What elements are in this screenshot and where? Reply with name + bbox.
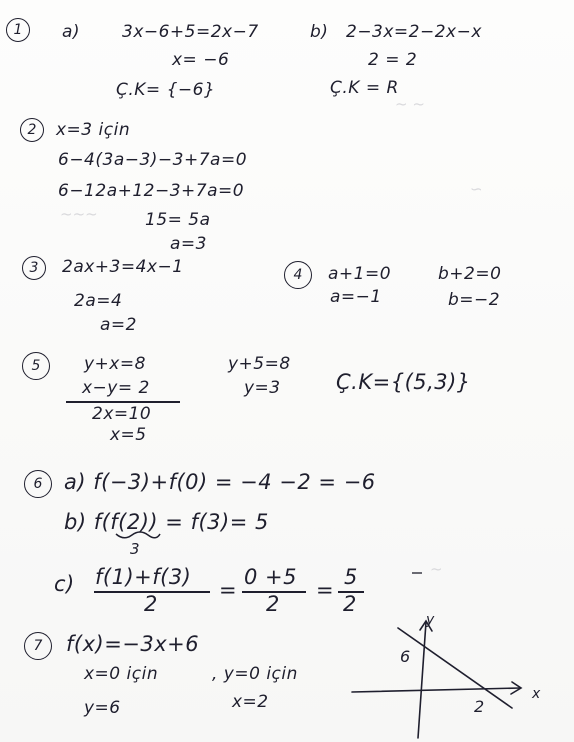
- p1-b-line2: 2 = 2: [368, 50, 418, 70]
- p6-b-sub: 3: [130, 540, 141, 558]
- problem-1-number: 1: [6, 18, 30, 42]
- p5-l4: x=5: [110, 425, 147, 445]
- problem-3-number: 3: [22, 256, 46, 280]
- p6-c-numerator-2: 0 +5: [244, 565, 297, 589]
- p3-line1: 2ax+3=4x−1: [62, 257, 184, 277]
- p4-b1: b+2=0: [438, 264, 502, 284]
- problem-6-number: 6: [24, 470, 52, 498]
- p4-a2: a=−1: [330, 287, 382, 307]
- p5-l1: y+x=8: [84, 354, 146, 374]
- p7-line2b: , y=0 için: [212, 664, 298, 684]
- p3-line2: 2a=4: [74, 291, 123, 311]
- p7-line1: f(x)=−3x+6: [66, 632, 200, 656]
- p5-r1: y+5=8: [228, 354, 291, 374]
- problem-7-number: 7: [24, 632, 52, 660]
- p7-line3b: x=2: [232, 692, 269, 712]
- p6-c-equals-1: =: [219, 578, 238, 602]
- p6-c-denominator-2: 2: [266, 592, 280, 616]
- p4-b2: b=−2: [448, 290, 501, 310]
- bleed-through-mark: ~ ~: [395, 95, 425, 113]
- y-intercept-label: 6: [400, 647, 411, 666]
- p1-a-line3: Ç.K= {−6}: [116, 80, 216, 100]
- p6-c-denominator-3: 2: [343, 592, 357, 616]
- p6-c-numerator: f(1)+f(3): [95, 565, 192, 589]
- bleed-through-mark: ∽: [470, 180, 483, 198]
- p5-l3: 2x=10: [92, 404, 152, 424]
- p5-l2: x−y= 2: [82, 378, 150, 398]
- p6-c-denominator: 2: [144, 592, 158, 616]
- p1-a-line2: x= −6: [172, 50, 230, 70]
- p2-line5: a=3: [170, 234, 207, 254]
- p5-result: Ç.K={(5,3)}: [336, 370, 471, 394]
- p3-line3: a=2: [100, 315, 137, 335]
- p2-line4: 15= 5a: [145, 210, 211, 230]
- p2-line1: x=3 için: [56, 120, 131, 140]
- underbrace-mark: [116, 532, 160, 538]
- p2-line2: 6−4(3a−3)−3+7a=0: [58, 150, 248, 170]
- p1-a-label: a): [62, 22, 81, 42]
- problem-2-number: 2: [20, 118, 44, 142]
- p2-line3: 6−12a+12−3+7a=0: [58, 181, 245, 201]
- y-axis-label: y: [426, 612, 435, 628]
- problem-5-number: 5: [22, 352, 50, 380]
- bleed-through-mark: ~: [430, 560, 443, 578]
- p1-b-line3: Ç.K = R: [330, 78, 399, 98]
- p6-a: a) f(−3)+f(0) = −4 −2 = −6: [64, 470, 376, 494]
- problem-4-number: 4: [284, 261, 312, 289]
- p7-line2a: x=0 için: [84, 664, 159, 684]
- p5-r2: y=3: [244, 378, 281, 398]
- x-axis-label: x: [532, 686, 541, 702]
- p6-c-label: c): [54, 572, 75, 596]
- p1-a-line1: 3x−6+5=2x−7: [122, 22, 259, 42]
- p4-a1: a+1=0: [328, 264, 392, 284]
- p1-b-label: b): [310, 22, 329, 42]
- p6-c-equals-2: =: [316, 578, 335, 602]
- p7-line3a: y=6: [84, 698, 121, 718]
- p6-b: b) f(f(2)) = f(3)= 5: [64, 510, 269, 534]
- p6-c-numerator-3: 5: [344, 565, 358, 589]
- p1-b-line1: 2−3x=2−2x−x: [346, 22, 482, 42]
- x-intercept-label: 2: [474, 697, 485, 716]
- bleed-through-mark: ~~~: [60, 205, 98, 223]
